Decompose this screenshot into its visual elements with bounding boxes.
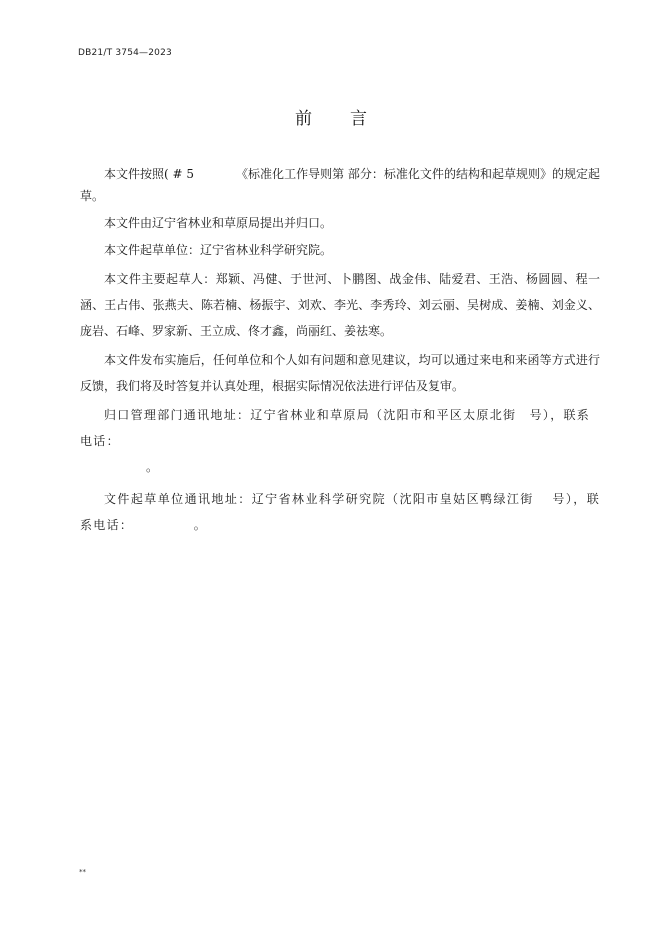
- document-code: DB21/T 3754—2023: [78, 48, 172, 58]
- authority-contact-text: 归口管理部门通讯地址：辽宁省林业和草原局（沈阳市和平区太原北街 号），联系电话：: [80, 408, 591, 448]
- title-char-1: 前: [295, 109, 312, 129]
- paragraph-drafter-contact: 文件起草单位通讯地址：辽宁省林业科学研究院（沈阳市皇姑区鸭绿江街 号），联系电话： 。: [80, 492, 600, 532]
- title-char-2: 言: [350, 109, 367, 129]
- paragraph-drafting-basis: 本文件按照( # 5 《标准化工作导则第 部分：标准化文件的结构和起草规则》的规定起草。: [80, 167, 600, 203]
- paragraph-drafters: 本文件主要起草人：郑颖、冯健、于世河、卜鹏图、战金伟、陆爱君、王浩、杨圆圆、程一涵、王占伟、张燕夫、陈若楠、杨振宇、刘欢、李光、李秀玲、刘云丽、吴树成、姜楠、刘金义、庞岩、石峰、罗家新、王立成、佟才鑫，尚丽红、姜祛寒。: [80, 272, 600, 338]
- paragraph-drafting-unit: 本文件起草单位：辽宁省林业科学研究院。: [104, 243, 333, 257]
- paragraph-authority-contact: [80, 402, 600, 480]
- paragraph-proposer: 本文件由辽宁省林业和草原局提出并归口。: [104, 216, 333, 230]
- authority-contact-tail: 。: [146, 460, 160, 474]
- page-title: [0, 104, 662, 129]
- paragraph-feedback: 本文件发布实施后，任何单位和个人如有问题和意见建议，均可以通过来电和来函等方式进行反馈，我们将及时答复并认真处理，根据实际情况依法进行评估及复审。: [80, 353, 600, 393]
- footer-mark: **: [79, 868, 86, 876]
- document-body: [80, 163, 600, 538]
